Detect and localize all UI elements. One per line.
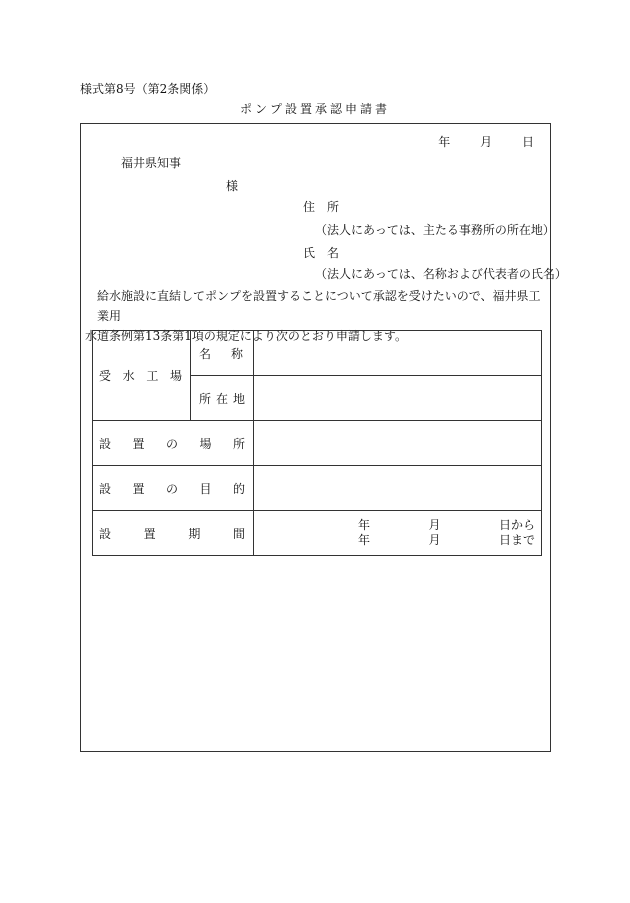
period-from-month: 月 — [428, 518, 441, 532]
period-from-day: 日から — [498, 518, 535, 532]
install-place-label-char: 置 — [132, 436, 145, 451]
factory-label-char: 水 — [122, 369, 135, 383]
install-purpose-label-char: 的 — [232, 481, 245, 496]
table-row — [93, 421, 542, 466]
install-period-value — [254, 511, 542, 556]
form-title: ポンプ設置承認申請書 — [239, 102, 390, 116]
period-from-line — [254, 518, 541, 533]
factory-location-label-char: 在 — [215, 391, 228, 406]
statement-line-2: 水道条例第13条第1項の規定により次のとおり申請します。 — [85, 329, 407, 343]
install-place-label-char: 場 — [199, 436, 212, 451]
install-purpose-value[interactable] — [254, 466, 542, 511]
applicant-address-note: （法人にあっては、主たる事務所の所在地） — [315, 223, 555, 237]
factory-location-value[interactable] — [254, 376, 542, 421]
install-place-label-char: の — [165, 436, 178, 451]
install-place-label-char: 設 — [99, 436, 112, 451]
factory-label-cell — [93, 331, 191, 421]
install-purpose-label-char: 置 — [132, 481, 145, 496]
table-row — [93, 466, 542, 511]
install-place-label-cell — [93, 421, 254, 466]
date-day-label: 日 — [521, 135, 534, 149]
install-purpose-label-char: 目 — [199, 481, 212, 496]
install-period-label-cell — [93, 511, 254, 556]
factory-location-label-char: 所 — [199, 391, 212, 406]
date-line — [438, 135, 534, 149]
factory-name-label-cell — [191, 331, 254, 376]
applicant-name-note: （法人にあっては、名称および代表者の氏名） — [315, 267, 567, 281]
install-purpose-label-char: 設 — [99, 481, 112, 496]
period-to-year: 年 — [358, 533, 371, 547]
factory-label-char: 工 — [146, 369, 159, 383]
factory-location-label-char: 地 — [232, 391, 245, 406]
statement-line-1: 給水施設に直結してポンプを設置することについて承認を受けたいので、福井県工業用 — [97, 289, 541, 323]
factory-location-label-cell — [191, 376, 254, 421]
install-period-label-char: 間 — [232, 526, 245, 541]
addressee: 福井県知事 — [121, 156, 182, 170]
install-period-label-char: 設 — [99, 526, 112, 541]
install-period-label-char: 期 — [188, 526, 201, 541]
applicant-name-label: 氏 名 — [303, 246, 340, 260]
form-number: 様式第8号（第2条関係） — [80, 82, 216, 96]
factory-name-label-char: 名 — [199, 346, 212, 361]
install-period-label-char: 置 — [143, 526, 156, 541]
date-year-label: 年 — [438, 135, 451, 149]
period-to-month: 月 — [428, 533, 441, 547]
install-place-value[interactable] — [254, 421, 542, 466]
factory-label-char: 受 — [99, 369, 112, 383]
period-to-day: 日まで — [498, 533, 535, 547]
install-purpose-label-cell — [93, 466, 254, 511]
applicant-address-label: 住 所 — [303, 200, 340, 214]
application-details-table — [92, 330, 542, 556]
table-row — [93, 331, 542, 376]
period-from-year: 年 — [358, 518, 371, 532]
date-month-label: 月 — [480, 135, 493, 149]
install-purpose-label-char: の — [165, 481, 178, 496]
factory-name-value[interactable] — [254, 331, 542, 376]
factory-name-label-char: 称 — [230, 346, 243, 361]
factory-label-char: 場 — [169, 369, 182, 383]
application-form-frame — [80, 123, 567, 752]
install-place-label-char: 所 — [232, 436, 245, 451]
addressee-honorific: 様 — [226, 179, 239, 193]
period-to-line — [254, 533, 541, 548]
table-row — [93, 511, 542, 556]
